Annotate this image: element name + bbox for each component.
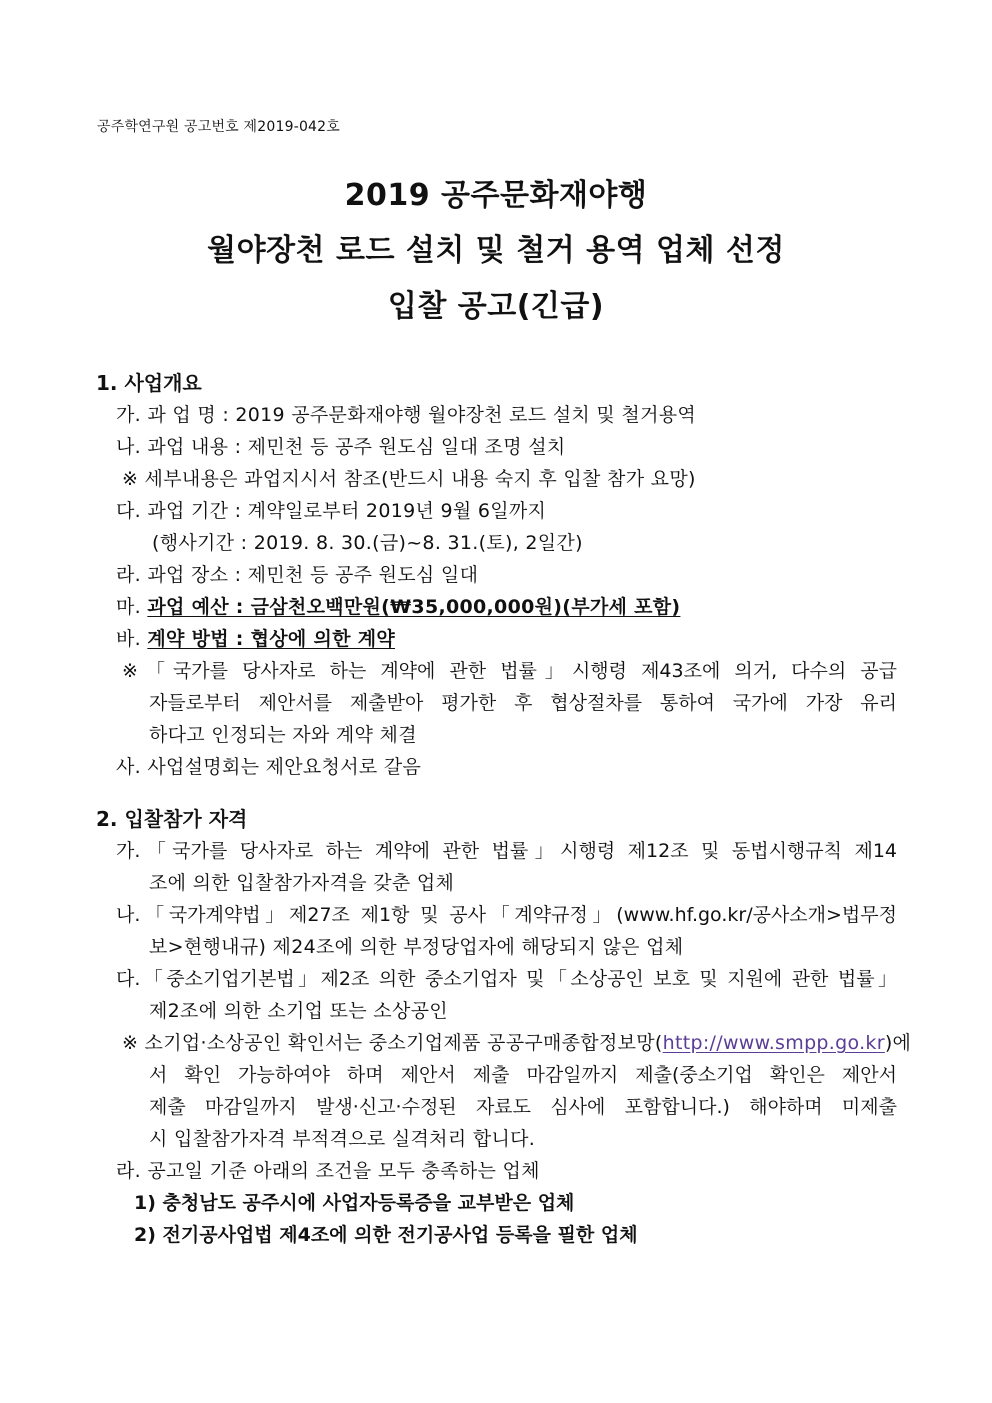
note-small-business-line-4: 시 입찰참가자격 부적격으로 실격처리 합니다. <box>149 1128 536 1150</box>
note-law-line-3: 하다고 인정되는 자와 계약 체결 <box>149 724 417 746</box>
item-da-project-period: 다. 과업 기간 : 계약일로부터 2019년 9월 6일까지 <box>116 500 547 522</box>
note-detail: ※ 세부내용은 과업지시서 참조(반드시 내용 숙지 후 입찰 참가 요망) <box>122 468 696 490</box>
condition-2: 2) 전기공사업법 제4조에 의한 전기공사업 등록을 필한 업체 <box>134 1224 638 1246</box>
item-ma-budget-text: 과업 예산 : 금삼천오백만원(₩35,000,000원)(부가세 포함) <box>147 596 681 618</box>
note-law-line-2: 자들로부터 제안서를 제출받아 평가한 후 협상절차를 통하여 국가에 가장 유리 <box>149 692 897 714</box>
smpp-link[interactable]: http://www.smpp.go.kr <box>662 1032 885 1054</box>
note-small-business-line-3: 제출 마감일까지 발생·신고·수정된 자료도 심사에 포함합니다.) 해야하며 미제출 <box>149 1096 897 1118</box>
qual-ga-line-1: 가.「국가를 당사자로 하는 계약에 관한 법률」시행령 제12조 및 동법시행규칙 제14 <box>116 840 897 862</box>
item-ma-budget <box>116 592 680 619</box>
qual-na-line-1: 나.「국가계약법」제27조 제1항 및 공사「계약규정」(www.hf.go.kr/공사소개>법무정 <box>116 904 897 926</box>
item-ba-prefix: 바. <box>116 628 148 650</box>
item-ga-project-name: 가. 과 업 명 : 2019 공주문화재야행 월야장천 로드 설치 및 철거용역 <box>116 404 697 426</box>
item-sa-briefing: 사. 사업설명회는 제안요청서로 갈음 <box>116 756 422 778</box>
title-line-1: 2019 공주문화재야행 <box>344 178 648 213</box>
note-small-suffix: )에 <box>884 1032 912 1054</box>
item-ba-contract-text: 계약 방법 : 협상에 의한 계약 <box>147 628 396 650</box>
item-na-project-content: 나. 과업 내용 : 제민천 등 공주 원도심 일대 조명 설치 <box>116 436 566 458</box>
section-1-heading: 1. 사업개요 <box>96 371 202 395</box>
item-ma-prefix: 마. <box>116 596 148 618</box>
note-small-business-line-2: 서 확인 가능하여야 하며 제안서 제출 마감일까지 제출(중소기업 확인은 제안서 <box>149 1064 897 1086</box>
event-period: (행사기간 : 2019. 8. 30.(금)~8. 31.(토), 2일간) <box>152 532 583 554</box>
qual-da-line-2: 제2조에 의한 소기업 또는 소상공인 <box>149 1000 448 1022</box>
section-2-heading: 2. 입찰참가 자격 <box>96 807 248 831</box>
item-ba-contract-method <box>116 624 395 651</box>
note-small-business-line-1 <box>122 1028 911 1055</box>
note-law-line-1: ※「국가를 당사자로 하는 계약에 관한 법률」시행령 제43조에 의거, 다수의 공급 <box>122 660 897 682</box>
qual-na-line-2: 보>현행내규) 제24조에 의한 부정당업자에 해당되지 않은 업체 <box>149 936 684 958</box>
item-ra-project-location: 라. 과업 장소 : 제민천 등 공주 원도심 일대 <box>116 564 479 586</box>
qual-da-line-1: 다.「중소기업기본법」제2조 의한 중소기업자 및「소상공인 보호 및 지원에 관한 법률」 <box>116 968 897 990</box>
qual-ra: 라. 공고일 기준 아래의 조건을 모두 충족하는 업체 <box>116 1160 540 1182</box>
title-line-3: 입찰 공고(긴급) <box>387 289 605 324</box>
title-line-2: 월야장천 로드 설치 및 철거 용역 업체 선정 <box>207 233 785 268</box>
condition-1: 1) 충청남도 공주시에 사업자등록증을 교부받은 업체 <box>134 1192 575 1214</box>
qual-ga-line-2: 조에 의한 입찰참가자격을 갖춘 업체 <box>149 872 455 894</box>
notice-number: 공주학연구원 공고번호 제2019-042호 <box>97 119 340 135</box>
note-small-prefix: ※ 소기업·소상공인 확인서는 중소기업제품 공공구매종합정보망( <box>122 1032 663 1054</box>
